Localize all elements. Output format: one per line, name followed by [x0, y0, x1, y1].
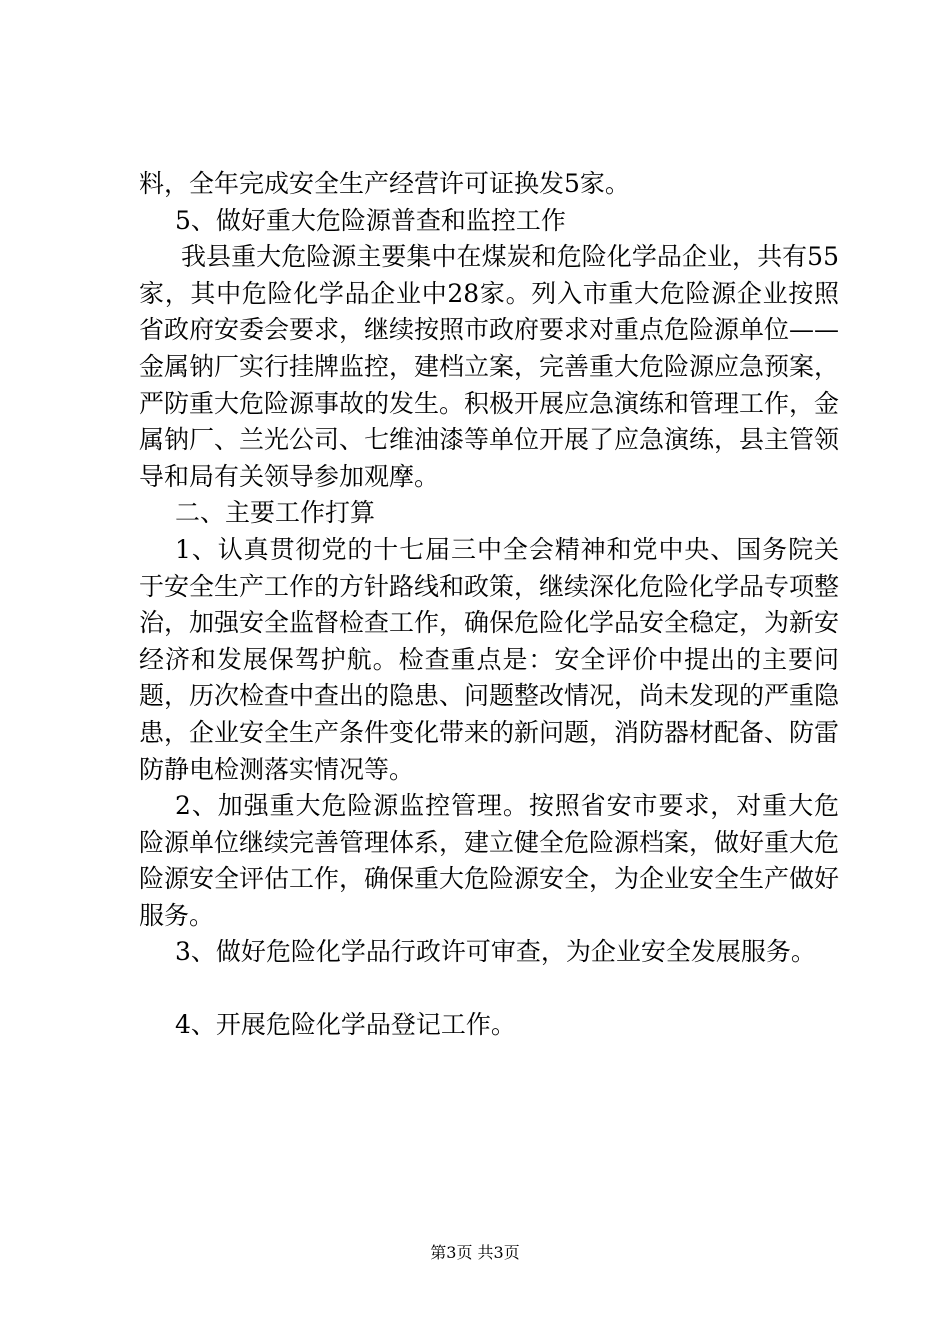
heading-item-5: 5、做好重大危险源普查和监控工作: [175, 205, 566, 235]
paragraph-plan-1: 1、认真贯彻党的十七届三中全会精神和党中央、国务院关于安全生产工作的方针路线和政策，继续深化危险化学品专项整治，加强安全监督检查工作，确保危险化学品安全稳定，为新安经济和发展保驾护航。检查重点是：安全评价中提出的主要问题，历次检查中查出的隐患、问题整改情况，尚未发现的严重隐患，企业安全生产条件变化带来的新问题，消防器材配备、防雷防静电检测落实情况等。: [139, 534, 840, 784]
paragraph-plan-2: 2、加强重大危险源监控管理。按照省安市要求，对重大危险源单位继续完善管理体系，建立健全危险源档案，做好重大危险源安全评估工作，确保重大危险源安全，为企业安全生产做好服务。: [139, 791, 840, 930]
page-number-footer: 第3页 共3页: [430, 1243, 520, 1262]
document-body: [139, 166, 839, 1044]
paragraph-major-hazards: 我县重大危险源主要集中在煤炭和危险化学品企业，共有55家，其中危险化学品企业中28家。列入市重大危险源企业按照省政府安委会要求，继续按照市政府要求对重点危险源单位——金属钠厂实行挂牌监控，建档立案，完善重大危险源应急预案，严防重大危险源事故的发生。积极开展应急演练和管理工作，金属钠厂、兰光公司、七维油漆等单位开展了应急演练，县主管领导和局有关领导参加观摩。: [139, 242, 840, 491]
paragraph-plan-4: 4、开展危险化学品登记工作。: [175, 1010, 516, 1040]
paragraph-continuation: 料，全年完成安全生产经营许可证换发5家。: [139, 169, 630, 198]
paragraph-plan-3: 3、做好危险化学品行政许可审查，为企业安全发展服务。: [175, 937, 816, 967]
section-heading-work-plan: 二、主要工作打算: [175, 498, 376, 528]
